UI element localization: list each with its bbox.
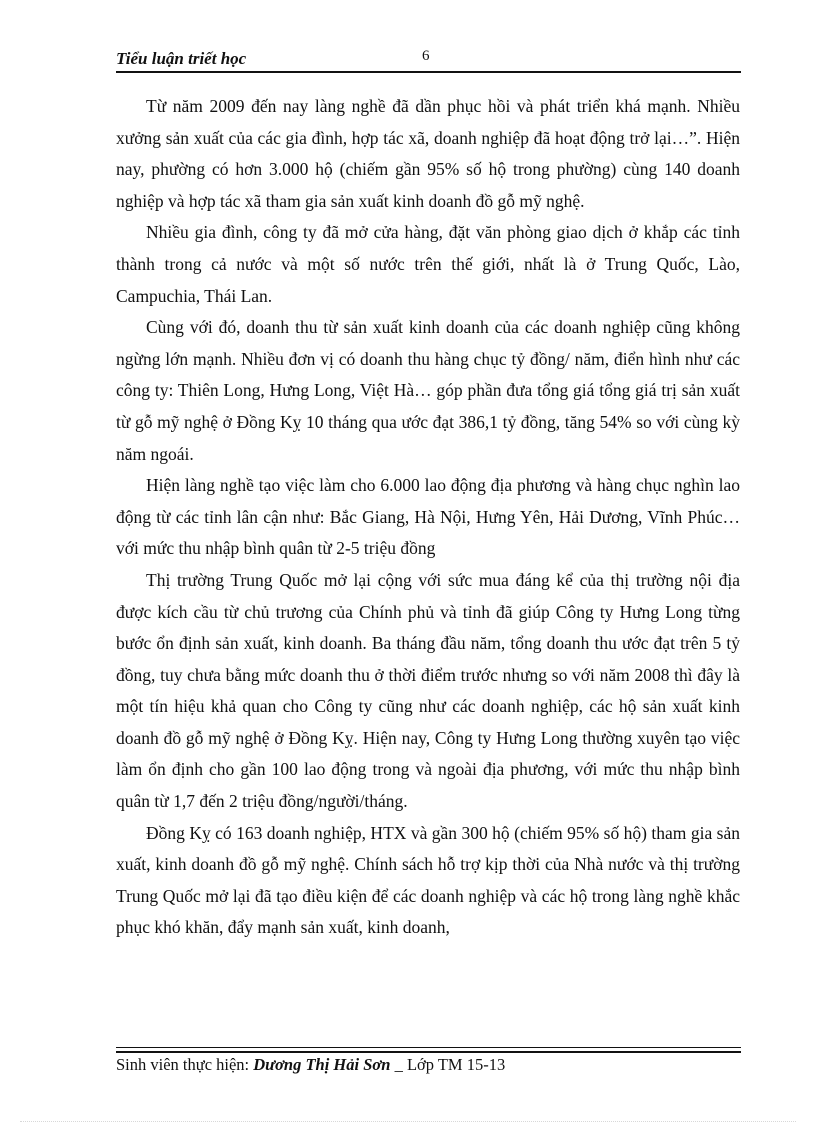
- page-header: [116, 48, 740, 72]
- footer-author: Dương Thị Hải Sơn: [253, 1055, 391, 1074]
- footer-separator: _: [394, 1055, 403, 1074]
- paragraph: Cùng với đó, doanh thu từ sản xuất kinh doanh của các doanh nghiệp cũng không ngừng lớn mạnh. Nhiều đơn vị có doanh thu hàng chục tỷ đồng/ năm, điển hình như các công ty: Thiên Long, Hưng Long, Việt Hà… góp phần đưa tổng giá tổng giá trị sản xuất từ gỗ mỹ nghệ ở Đồng Kỵ 10 tháng qua ước đạt 386,1 tỷ đồng, tăng 54% so với cùng kỳ năm ngoái.: [116, 317, 740, 464]
- paragraph: Hiện làng nghề tạo việc làm cho 6.000 lao động địa phương và hàng chục nghìn lao động từ các tỉnh lân cận như: Bắc Giang, Hà Nội, Hưng Yên, Hải Dương, Vĩnh Phúc… với mức thu nhập bình quân từ 2-5 triệu đồng: [116, 475, 740, 559]
- footer-class: Lớp TM 15-13: [406, 1055, 506, 1074]
- paragraph: Từ năm 2009 đến nay làng nghề đã dần phục hồi và phát triển khá mạnh. Nhiều xưởng sản xuất của các gia đình, hợp tác xã, doanh nghiệp đã hoạt động trở lại…”. Hiện nay, phường có hơn 3.000 hộ (chiếm gần 95% số hộ trong phường) cùng 140 doanh nghiệp và hợp tác xã tham gia sản xuất kinh doanh đồ gỗ mỹ nghệ.: [116, 96, 740, 211]
- page-number: 6: [422, 48, 430, 64]
- header-rule: [116, 71, 741, 73]
- page-edge-divider: [20, 1121, 796, 1122]
- header-title: Tiểu luận triết học: [116, 49, 247, 68]
- footer-label: Sinh viên thực hiện:: [116, 1055, 250, 1074]
- page-footer: [116, 1055, 505, 1075]
- footer-rule: [116, 1051, 741, 1053]
- paragraph: Thị trường Trung Quốc mở lại cộng với sức mua đáng kể của thị trường nội địa được kích cầu từ chủ trương của Chính phủ và tỉnh đã giúp Công ty Hưng Long từng bước ổn định sản xuất, kinh doanh. Ba tháng đầu năm, tổng doanh thu ước đạt trên 5 tỷ đồng, tuy chưa bằng mức doanh thu ở thời điểm trước nhưng so với năm 2008 thì đây là một tín hiệu khả quan cho Công ty cũng như các doanh nghiệp, các hộ sản xuất kinh doanh đồ gỗ mỹ nghệ ở Đồng Kỵ. Hiện nay, Công ty Hưng Long thường xuyên tạo việc làm ổn định cho gần 100 lao động trong và ngoài địa phương, với mức thu nhập bình quân từ 1,7 đến 2 triệu đồng/người/tháng.: [116, 569, 740, 812]
- body-text: [116, 91, 740, 944]
- paragraph: Đồng Kỵ có 163 doanh nghiệp, HTX và gần 300 hộ (chiếm 95% số hộ) tham gia sản xuất, kinh doanh đồ gỗ mỹ nghệ. Chính sách hỗ trợ kịp thời của Nhà nước và thị trường Trung Quốc mở lại đã tạo điều kiện để các doanh nghiệp và các hộ trong làng nghề khắc phục khó khăn, đẩy mạnh sản xuất, kinh doanh,: [116, 822, 740, 938]
- footer-rule: [116, 1047, 741, 1048]
- paragraph: Nhiều gia đình, công ty đã mở cửa hàng, đặt văn phòng giao dịch ở khắp các tỉnh thành trong cả nước và một số nước trên thế giới, nhất là ở Trung Quốc, Lào, Campuchia, Thái Lan.: [116, 222, 740, 306]
